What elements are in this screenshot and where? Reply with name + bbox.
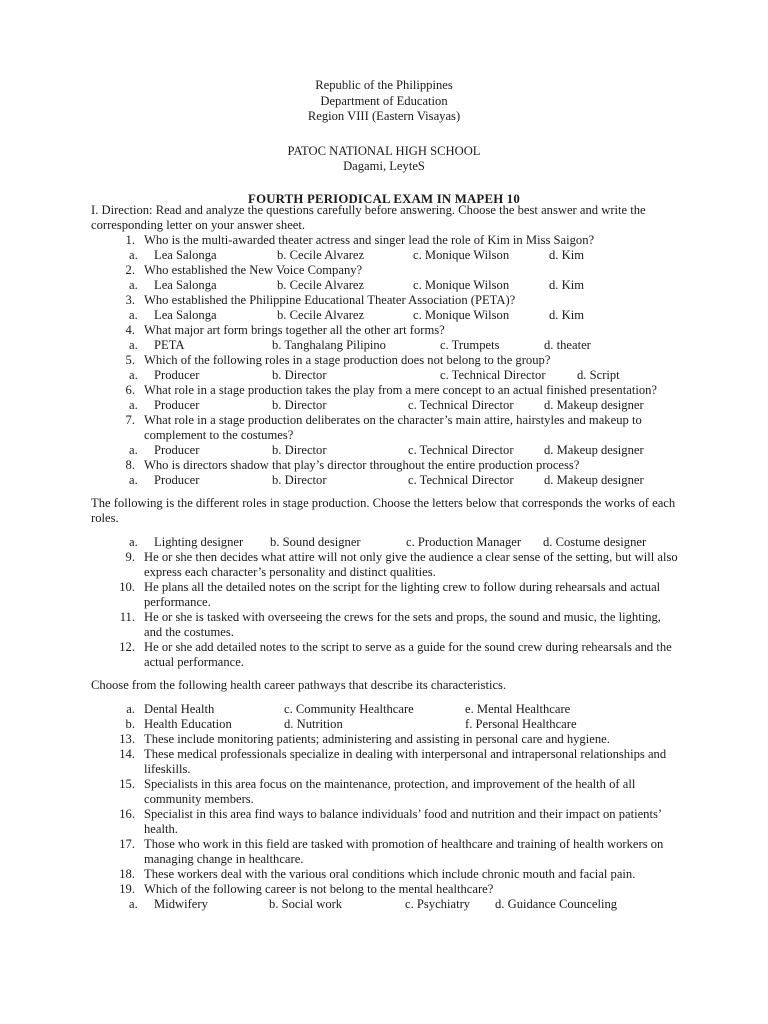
question-number: 1. xyxy=(125,233,135,247)
header-school: PATOC NATIONAL HIGH SCHOOL xyxy=(287,143,481,158)
option-d: d. Script xyxy=(577,368,620,382)
option-c: c. Psychiatry xyxy=(405,897,471,911)
question-text: He or she is tasked with overseeing the crews for the sets and props, the sound and music, the lighting, and the costumes. xyxy=(144,610,661,639)
question-number: 6. xyxy=(125,383,135,397)
option-d: d. Makeup designer xyxy=(544,443,644,457)
question-item xyxy=(91,777,681,807)
question-text: Who established the New Voice Company? xyxy=(144,263,363,277)
question-item xyxy=(91,323,681,338)
answer-options xyxy=(91,278,681,293)
option-c: c. Technical Director xyxy=(408,443,514,457)
choice-a: Dental Health xyxy=(144,702,215,716)
question-number: 10. xyxy=(119,580,135,594)
answer-options xyxy=(91,398,681,413)
question-text: What major art form brings together all the other art forms? xyxy=(144,323,445,337)
option-b: b. Cecile Alvarez xyxy=(277,248,365,262)
question-item xyxy=(91,732,681,747)
question-text: These medical professionals specialize in dealing with interpersonal and intrapersonal relationships and lifeskills. xyxy=(144,747,667,776)
option-a: a. Midwifery xyxy=(129,897,208,911)
option-d: d. Makeup designer xyxy=(544,473,644,487)
question-item xyxy=(91,837,681,867)
option-c: c. Technical Director xyxy=(440,368,546,382)
question-item xyxy=(91,867,681,882)
question-item xyxy=(91,353,681,368)
choices-row-2: b. Health Education d. Nutrition f. Personal Healthcare xyxy=(125,717,577,731)
question-text: He or she add detailed notes to the script to serve as a guide for the sound crew during rehearsals and the actual performance. xyxy=(144,640,672,669)
choice-d: d. Costume designer xyxy=(543,535,647,549)
question-item xyxy=(91,383,681,398)
question-number: 9. xyxy=(125,550,135,564)
question-number: 4. xyxy=(125,323,135,337)
question-number: 19. xyxy=(119,882,135,896)
option-d: d. Kim xyxy=(549,248,584,262)
option-b: b. Director xyxy=(272,368,327,382)
option-a: a. Producer xyxy=(129,398,200,412)
question-item xyxy=(91,580,681,610)
question-number: 13. xyxy=(119,732,135,746)
choice-d: d. Nutrition xyxy=(284,717,343,731)
question-number: 5. xyxy=(125,353,135,367)
question-text: What role in a stage production takes the play from a mere concept to an actual finished presentation? xyxy=(144,383,657,397)
question-item xyxy=(91,233,681,248)
question-number: 8. xyxy=(125,458,135,472)
option-a: a. Lea Salonga xyxy=(129,308,217,322)
choice-f: f. Personal Healthcare xyxy=(465,717,577,731)
header-region: Region VIII (Eastern Visayas) xyxy=(307,109,461,123)
option-a: a. Producer xyxy=(129,443,200,457)
option-b: b. Director xyxy=(272,473,327,487)
part2-choices xyxy=(91,535,681,550)
option-d: d. theater xyxy=(544,338,591,352)
exam-body xyxy=(91,203,681,912)
option-b: b. Tanghalang Pilipino xyxy=(272,338,386,352)
question-text: Who is directors shadow that play’s director throughout the entire production process? xyxy=(144,458,580,472)
answer-options xyxy=(91,443,681,458)
question-text: Which of the following career is not belong to the mental healthcare? xyxy=(144,882,494,896)
answer-options xyxy=(91,473,681,488)
option-b: b. Cecile Alvarez xyxy=(277,308,365,322)
option-c: c. Technical Director xyxy=(408,473,514,487)
question-item xyxy=(91,807,681,837)
question-number: 18. xyxy=(119,867,135,881)
option-c: c. Trumpets xyxy=(440,338,500,352)
choice-a: a. Lighting designer xyxy=(129,535,244,549)
question-text: Who is the multi-awarded theater actress and singer lead the role of Kim in Miss Saigon? xyxy=(144,233,595,247)
question-text: Specialist in this area find ways to balance individuals’ food and nutrition and their impact on patients’ health. xyxy=(144,807,662,836)
choice-c: c. Community Healthcare xyxy=(284,702,414,716)
question-number: 3. xyxy=(125,293,135,307)
answer-options xyxy=(91,308,681,323)
choice-b: b. Sound designer xyxy=(270,535,361,549)
question-number: 14. xyxy=(119,747,135,761)
option-b: b. Director xyxy=(272,398,327,412)
header-location: Dagami, LeyteS xyxy=(343,159,425,173)
question-number: 11. xyxy=(119,610,135,624)
option-b: b. Social work xyxy=(269,897,343,911)
option-d: d. Guidance Counceling xyxy=(495,897,618,911)
question-text: Which of the following roles in a stage production does not belong to the group? xyxy=(144,353,551,367)
option-a: a. Lea Salonga xyxy=(129,278,217,292)
option-b: b. Director xyxy=(272,443,327,457)
question-item xyxy=(91,640,681,670)
answer-options xyxy=(91,248,681,263)
question-item xyxy=(91,610,681,640)
question-number: 2. xyxy=(125,263,135,277)
question-number: 17. xyxy=(119,837,135,851)
question-text: He or she then decides what attire will not only give the audience a clear sense of the setting, but will also express each character’s personality and distinct qualities. xyxy=(144,550,678,579)
part3-questions xyxy=(91,732,681,912)
header-department: Department of Education xyxy=(320,93,448,108)
question-item xyxy=(91,263,681,278)
question-item xyxy=(91,413,681,443)
option-c: c. Monique Wilson xyxy=(413,308,510,322)
part2-intro: The following is the different roles in stage production. Choose the letters below that corresponds the works of each roles. xyxy=(91,496,676,525)
question-item xyxy=(91,293,681,308)
answer-options xyxy=(91,897,681,912)
question-number: 15. xyxy=(119,777,135,791)
question-text: Who established the Philippine Educational Theater Association (PETA)? xyxy=(144,293,516,307)
option-d: d. Kim xyxy=(549,278,584,292)
question-text: These workers deal with the various oral conditions which include chronic mouth and facial pain. xyxy=(144,867,636,881)
option-d: d. Makeup designer xyxy=(544,398,644,412)
direction-text: I. Direction: Read and analyze the questions carefully before answering. Choose the best answer and write the corresponding letter on your answer sheet. xyxy=(91,203,646,232)
option-a: a. Lea Salonga xyxy=(129,248,217,262)
answer-options xyxy=(91,368,681,383)
option-d: d. Kim xyxy=(549,308,584,322)
question-item xyxy=(91,550,681,580)
question-text: What role in a stage production deliberates on the character’s main attire, hairstyles and makeup to complement to the costumes? xyxy=(144,413,642,442)
choice-c: c. Production Manager xyxy=(406,535,522,549)
question-text: Specialists in this area focus on the maintenance, protection, and improvement of the health of all community members. xyxy=(144,777,636,806)
question-number: 16. xyxy=(119,807,135,821)
choice-e: e. Mental Healthcare xyxy=(465,702,571,716)
part1-questions xyxy=(91,233,681,488)
option-b: b. Cecile Alvarez xyxy=(277,278,365,292)
part2-questions xyxy=(91,550,681,670)
part3-intro: Choose from the following health career pathways that describe its characteristics. xyxy=(91,678,507,692)
question-text: He plans all the detailed notes on the script for the lighting crew to follow during rehearsals and actual performance. xyxy=(144,580,661,609)
option-a: a. Producer xyxy=(129,473,200,487)
question-number: 7. xyxy=(125,413,135,427)
question-item xyxy=(91,458,681,473)
exam-title: FOURTH PERIODICAL EXAM IN MAPEH 10 xyxy=(248,191,520,206)
question-number: 12. xyxy=(119,640,135,654)
option-c: c. Monique Wilson xyxy=(413,278,510,292)
document-header xyxy=(0,78,768,207)
question-item xyxy=(91,882,681,897)
option-c: c. Monique Wilson xyxy=(413,248,510,262)
choice-b: Health Education xyxy=(144,717,232,731)
answer-options xyxy=(91,338,681,353)
question-item xyxy=(91,747,681,777)
choices-row-1: a. Dental Health c. Community Healthcare e. Mental Healthcare xyxy=(126,702,571,716)
question-text: These include monitoring patients; administering and assisting in personal care and hygiene. xyxy=(144,732,610,746)
option-a: a. PETA xyxy=(129,338,185,352)
option-a: a. Producer xyxy=(129,368,200,382)
option-c: c. Technical Director xyxy=(408,398,514,412)
header-republic: Republic of the Philippines xyxy=(315,78,453,92)
question-text: Those who work in this field are tasked with promotion of healthcare and training of health workers on managing change in healthcare. xyxy=(144,837,664,866)
